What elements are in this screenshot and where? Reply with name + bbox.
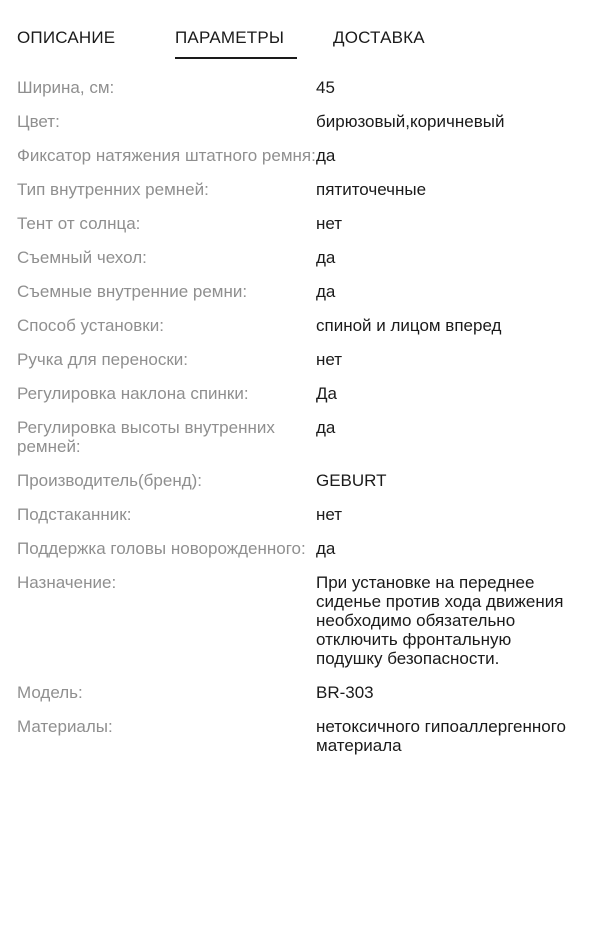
param-label: Регулировка высоты внутренних ремней: bbox=[17, 418, 275, 456]
param-row bbox=[0, 384, 600, 403]
param-value: спиной и лицом вперед bbox=[316, 316, 502, 335]
param-value: нет bbox=[316, 505, 343, 524]
param-value: 45 bbox=[316, 78, 335, 97]
param-value: нетоксичного гипоаллергенного материала bbox=[316, 717, 567, 755]
param-row bbox=[0, 180, 600, 199]
param-label: Ручка для переноски: bbox=[17, 350, 189, 369]
tab-parameters[interactable]: ПАРАМЕТРЫ bbox=[175, 28, 285, 47]
param-label: Подстаканник: bbox=[17, 505, 132, 524]
param-row bbox=[0, 683, 600, 702]
param-value: нет bbox=[316, 350, 343, 369]
param-value: да bbox=[316, 282, 336, 301]
tab-delivery[interactable]: ДОСТАВКА bbox=[333, 28, 425, 47]
param-row bbox=[0, 717, 600, 755]
param-label: Съемный чехол: bbox=[17, 248, 147, 267]
param-row bbox=[0, 471, 600, 490]
param-row bbox=[0, 78, 600, 97]
param-label: Регулировка наклона спинки: bbox=[17, 384, 249, 403]
param-value: бирюзовый,коричневый bbox=[316, 112, 505, 131]
param-value: нет bbox=[316, 214, 343, 233]
param-value: пятиточечные bbox=[316, 180, 427, 199]
param-row bbox=[0, 539, 600, 558]
param-label: Тент от солнца: bbox=[17, 214, 141, 233]
param-row bbox=[0, 282, 600, 301]
param-value: При установке на переднее сиденье против хода движения необходимо обязательно отключить фронтальную подушку безопасности. bbox=[316, 573, 564, 668]
param-row bbox=[0, 505, 600, 524]
param-value: да bbox=[316, 418, 336, 437]
tab-description[interactable]: ОПИСАНИЕ bbox=[17, 28, 116, 47]
param-label: Способ установки: bbox=[17, 316, 164, 335]
param-row bbox=[0, 146, 600, 165]
param-value: Да bbox=[316, 384, 337, 403]
param-row bbox=[0, 214, 600, 233]
tab-bar bbox=[0, 0, 600, 60]
param-row bbox=[0, 573, 600, 668]
param-row bbox=[0, 350, 600, 369]
active-tab-indicator bbox=[175, 57, 297, 59]
param-label: Назначение: bbox=[17, 573, 117, 592]
param-label: Модель: bbox=[17, 683, 83, 702]
param-row bbox=[0, 112, 600, 131]
param-row bbox=[0, 418, 600, 456]
param-label: Тип внутренних ремней: bbox=[17, 180, 209, 199]
param-value: да bbox=[316, 146, 336, 165]
param-value: да bbox=[316, 248, 336, 267]
param-label: Съемные внутренние ремни: bbox=[17, 282, 248, 301]
param-value: да bbox=[316, 539, 336, 558]
param-label: Материалы: bbox=[17, 717, 113, 736]
param-value: GEBURT bbox=[316, 471, 387, 490]
param-row bbox=[0, 316, 600, 335]
parameters-list bbox=[0, 78, 600, 770]
param-label: Производитель(бренд): bbox=[17, 471, 203, 490]
param-label: Поддержка головы новорожденного: bbox=[17, 539, 306, 558]
param-label: Фиксатор натяжения штатного ремня: bbox=[17, 146, 316, 165]
param-label: Цвет: bbox=[17, 112, 60, 131]
param-row bbox=[0, 248, 600, 267]
param-label: Ширина, см: bbox=[17, 78, 115, 97]
param-value: BR-303 bbox=[316, 683, 374, 702]
